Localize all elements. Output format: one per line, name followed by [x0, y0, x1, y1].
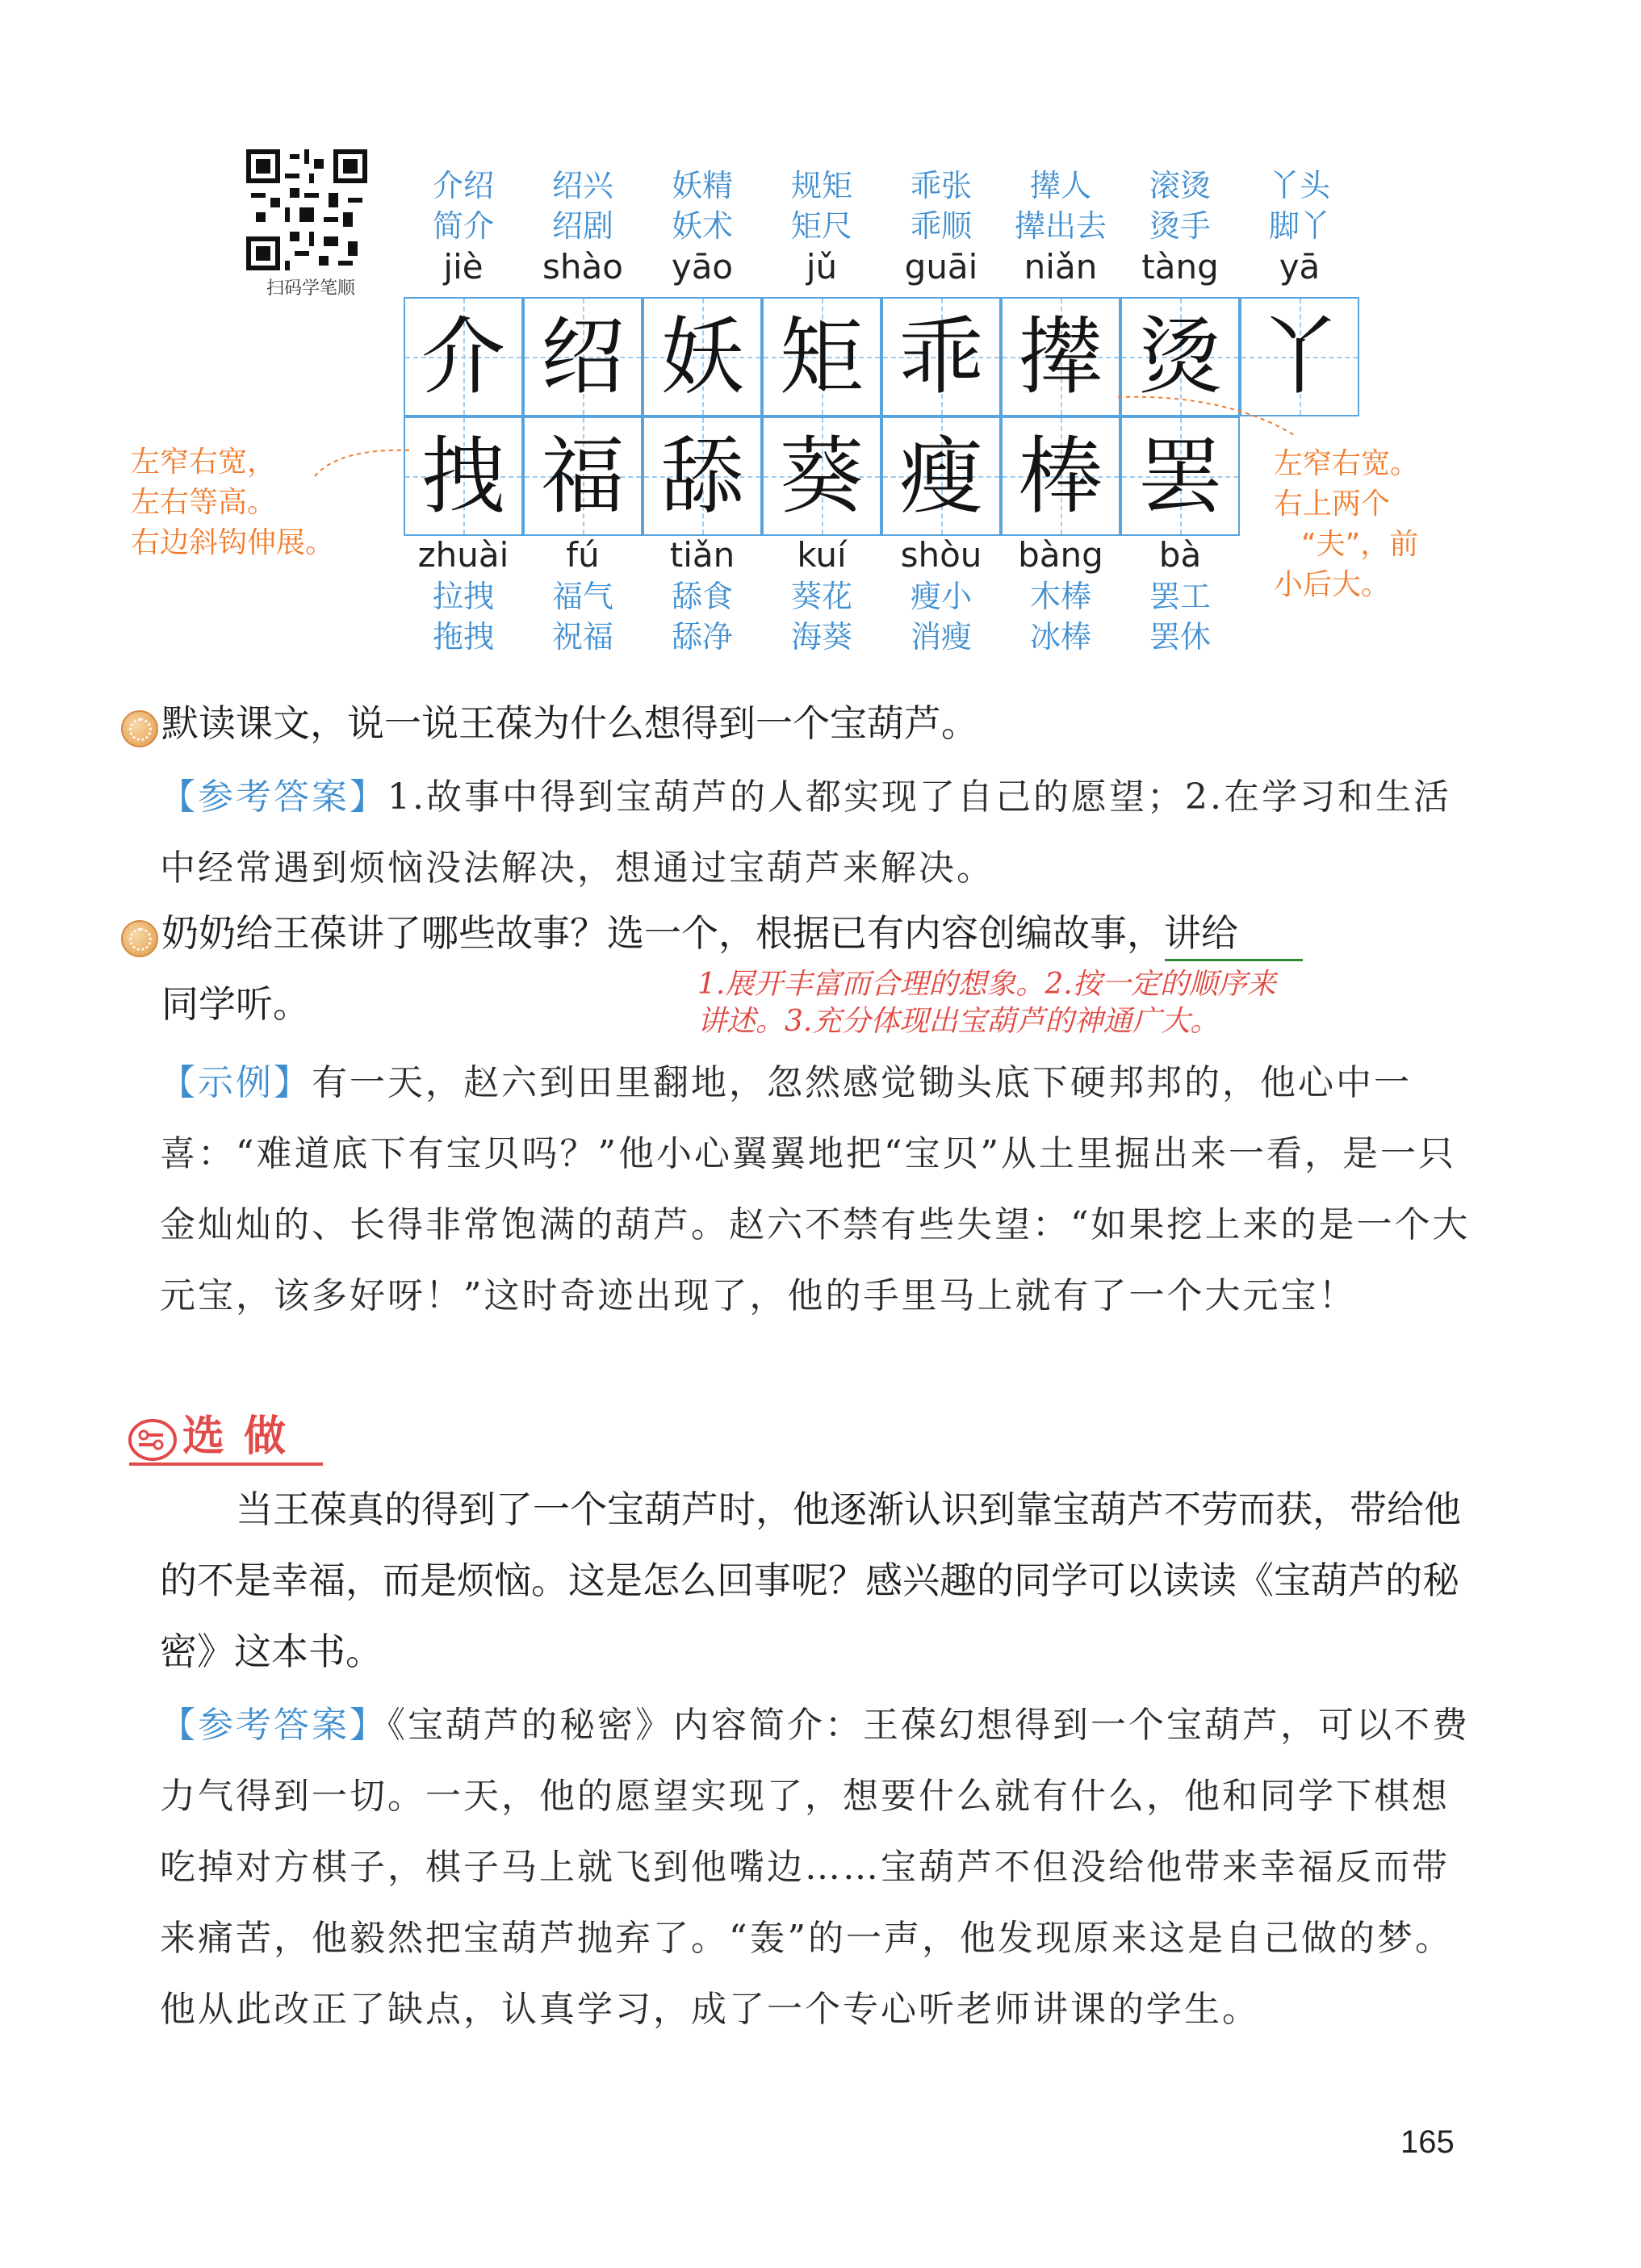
- example-word: 绍剧: [551, 208, 613, 244]
- character-cell: [643, 297, 762, 416]
- answer-1: [160, 762, 1484, 904]
- character: 绍: [540, 308, 625, 406]
- right-note-line: “夫”，前: [1301, 528, 1419, 561]
- example-word: 罢工: [1149, 579, 1211, 614]
- question-2-line-2: 同学听。: [161, 982, 310, 1026]
- pinyin: jiè: [443, 247, 484, 287]
- example-word: 罢休: [1149, 619, 1211, 655]
- character: 妖: [659, 308, 744, 406]
- character: 瘦: [898, 427, 983, 525]
- page-number: 165: [1400, 2124, 1455, 2160]
- example-word: 拉拽: [432, 579, 494, 614]
- left-note-line: 左右等高。: [131, 486, 277, 519]
- character-cell: [1120, 297, 1240, 416]
- pinyin: yāo: [671, 247, 734, 287]
- pinyin: shòu: [900, 535, 982, 575]
- example-word: 规矩: [790, 168, 852, 203]
- example-word: 祝福: [551, 619, 613, 655]
- optional-task-answer: [160, 1690, 1484, 2045]
- example-word: 妖术: [671, 208, 733, 244]
- question-bullet-icon: [121, 710, 158, 747]
- answer-text: 《宝葫芦的秘密》内容简介：王葆幻想得到一个宝葫芦，可以不费力气得到一切。一天，他的愿望实现了，想要什么就有什么，他和同学下棋想吃掉对方棋子，棋子马上就飞到他嘴边……宝葫芦不但没给他带来幸福反而带来痛苦，他毅然把宝葫芦抛弃了。“轰”的一声，他发现原来这是自己做的梦。他从此改正了缺点，认真学习，成了一个专心听老师讲课的学生。: [160, 1705, 1470, 2030]
- character-cell: [1001, 416, 1120, 536]
- pinyin: guāi: [904, 247, 978, 287]
- answer-tag: 【参考答案】: [160, 776, 387, 818]
- question-bullet-icon: [121, 920, 158, 957]
- character-cell: [404, 416, 523, 536]
- character: 介: [421, 308, 505, 406]
- character-cell: [523, 416, 643, 536]
- character: 罢: [1137, 427, 1222, 525]
- example-word: 撵出去: [1014, 208, 1107, 244]
- question-1: 默读课文，说一说王葆为什么想得到一个宝葫芦。: [161, 701, 978, 745]
- example-word: 妖精: [671, 168, 733, 203]
- example-word: 福气: [551, 579, 613, 614]
- example-word: 瘦小: [910, 579, 972, 614]
- example-word: 矩尺: [790, 208, 852, 244]
- optional-task-title: 选做: [182, 1412, 306, 1461]
- pinyin: tàng: [1141, 247, 1219, 287]
- character-cell: [643, 416, 762, 536]
- pinyin: niǎn: [1024, 247, 1098, 287]
- character: 舔: [659, 427, 744, 525]
- example-word: 脚丫: [1268, 208, 1330, 244]
- optional-task-text: 当王葆真的得到了一个宝葫芦时，他逐渐认识到靠宝葫芦不劳而获，带给他的不是幸福，而是烦恼。这是怎么回事呢？感兴趣的同学可以读读《宝葫芦的秘密》这本书。: [160, 1488, 1461, 1673]
- pinyin: bàng: [1018, 535, 1103, 575]
- pinyin: zhuài: [417, 535, 509, 575]
- example-word: 消瘦: [910, 619, 972, 655]
- character-cell: [881, 297, 1001, 416]
- character: 福: [540, 427, 625, 525]
- title-underline: [129, 1462, 323, 1466]
- example-word: 撵人: [1029, 168, 1091, 203]
- character-cell: [881, 416, 1001, 536]
- example-word: 舔净: [671, 619, 733, 655]
- example-tag: 【示例】: [160, 1062, 312, 1103]
- example-word: 舔食: [671, 579, 733, 614]
- character-cell: [762, 416, 881, 536]
- example-answer: [160, 1048, 1484, 1332]
- character-cell: [1240, 297, 1359, 416]
- hint-note-line-1: 1.展开丰富而合理的想象。2.按一定的顺序来: [697, 968, 1276, 1001]
- pinyin: fú: [566, 535, 600, 575]
- pinyin: bà: [1158, 535, 1202, 575]
- example-text: 有一天，赵六到田里翻地，忽然感觉锄头底下硬邦邦的，他心中一喜：“难道底下有宝贝吗？”他小心翼翼地把“宝贝”从土里掘出来一看，是一只金灿灿的、长得非常饱满的葫芦。赵六不禁有些失望：“如果挖上来的是一个大元宝，该多好呀！”这时奇迹出现了，他的手里马上就有了一个大元宝！: [160, 1062, 1471, 1316]
- example-word: 介绍: [432, 168, 494, 203]
- example-word: 乖顺: [910, 208, 972, 244]
- character: 矩: [779, 308, 864, 406]
- underline-mark: [1165, 959, 1303, 961]
- example-word: 烫手: [1149, 208, 1211, 244]
- answer-tag: 【参考答案】: [160, 1705, 387, 1746]
- right-note-line: 左窄右宽。: [1274, 447, 1420, 480]
- example-word: 拖拽: [432, 619, 494, 655]
- character-cell: [523, 297, 643, 416]
- character: 棒: [1018, 427, 1103, 525]
- example-word: 海葵: [790, 619, 852, 655]
- left-note-line: 右边斜钩伸展。: [131, 526, 335, 559]
- optional-task-icon: [128, 1417, 178, 1462]
- character: 葵: [779, 427, 864, 525]
- character: 乖: [898, 308, 983, 406]
- hint-note-line-2: 讲述。3.充分体现出宝葫芦的神通广大。: [697, 1005, 1220, 1038]
- pinyin: yā: [1279, 247, 1321, 287]
- answer-text: 1.故事中得到宝葫芦的人都实现了自己的愿望；2.在学习和生活中经常遇到烦恼没法解决，想通过宝葫芦来解决。: [160, 776, 1451, 889]
- character-cell: [1001, 297, 1120, 416]
- example-word: 木棒: [1029, 579, 1091, 614]
- pinyin: jǔ: [806, 247, 838, 287]
- pinyin: shào: [542, 247, 623, 287]
- example-word: 乖张: [910, 168, 972, 203]
- example-word: 葵花: [790, 579, 852, 614]
- pinyin: tiǎn: [669, 535, 735, 575]
- left-note-line: 左窄右宽，: [131, 446, 277, 479]
- character: 烫: [1137, 308, 1222, 406]
- right-note-line: 小后大。: [1274, 568, 1391, 601]
- character-cell: [404, 297, 523, 416]
- example-word: 丫头: [1268, 168, 1330, 203]
- character: 丫: [1257, 308, 1342, 406]
- right-note-line: 右上两个: [1274, 487, 1391, 521]
- question-2-line-1: 奶奶给王葆讲了哪些故事？选一个，根据已有内容创编故事，讲给: [161, 911, 1238, 955]
- character: 撵: [1018, 308, 1103, 406]
- character-cell: [1120, 416, 1240, 536]
- example-word: 绍兴: [551, 168, 613, 203]
- example-word: 简介: [432, 208, 494, 244]
- pinyin: kuí: [797, 535, 847, 575]
- character-cell: [762, 297, 881, 416]
- qr-caption: 扫码学笔顺: [266, 278, 355, 299]
- character: 拽: [421, 427, 505, 525]
- example-word: 冰棒: [1029, 619, 1091, 655]
- example-word: 滚烫: [1149, 168, 1211, 203]
